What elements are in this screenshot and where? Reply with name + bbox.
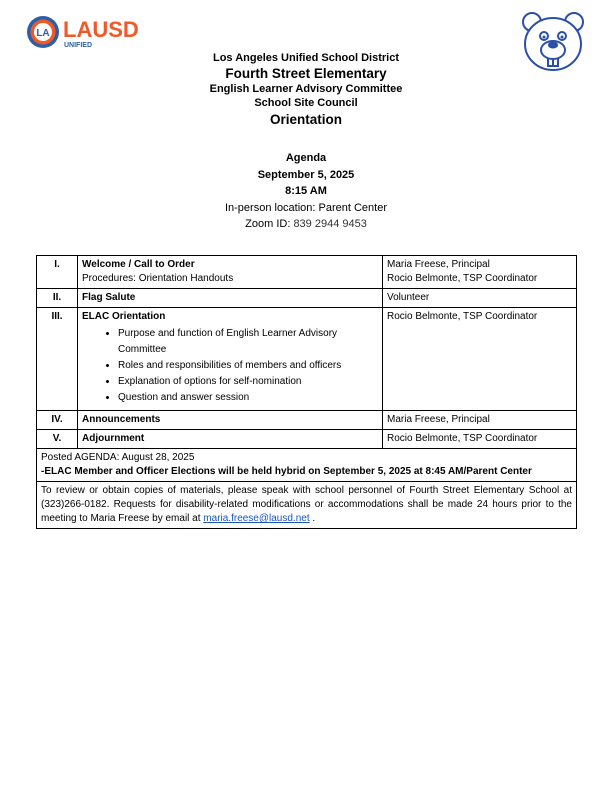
list-item: • Roles and responsibilities of members and officers (118, 358, 378, 374)
table-row (37, 308, 577, 411)
item-number: V. (37, 430, 78, 449)
item-number: IV. (37, 411, 78, 430)
logo-subtext: UNIFIED (64, 42, 92, 49)
school-name: Fourth Street Elementary (225, 65, 387, 81)
item-title: Adjournment (82, 433, 145, 444)
table-row (37, 289, 577, 308)
accessibility-notice (37, 482, 577, 529)
item-cell (78, 308, 383, 411)
zoom-id: 839 2944 9453 (293, 218, 367, 230)
presenter: Rocio Belmonte, TSP Coordinator (387, 433, 538, 444)
posted-date: Posted AGENDA: August 28, 2025 (41, 452, 195, 463)
presenter-cell (383, 411, 577, 430)
item-number: I. (37, 256, 78, 289)
zoom-line (0, 216, 612, 233)
agenda-table (36, 255, 577, 529)
item-number: II. (37, 289, 78, 308)
presenter-cell (383, 430, 577, 449)
agenda-info (0, 150, 612, 233)
presenter: Maria Freese, Principal (387, 259, 490, 270)
table-row (37, 449, 577, 482)
lausd-logo (26, 14, 150, 50)
list-item: • Question and answer session (118, 390, 378, 406)
table-row (37, 482, 577, 529)
email-link[interactable]: maria.freese@lausd.net (203, 513, 310, 524)
agenda-time: 8:15 AM (285, 185, 327, 197)
notice-end: . (309, 513, 316, 524)
presenter: Rocio Belmonte, TSP Coordinator (387, 311, 538, 322)
item-subtitle: Procedures: Orientation Handouts (82, 273, 234, 284)
agenda-location: In-person location: Parent Center (224, 201, 388, 214)
presenter-cell (383, 308, 577, 411)
presenter-cell (383, 256, 577, 289)
list-item: • Explanation of options for self-nomination (118, 374, 378, 390)
item-title: Announcements (82, 414, 161, 425)
item-title: Welcome / Call to Order (82, 259, 195, 270)
item-cell (78, 256, 383, 289)
table-row (37, 430, 577, 449)
notice-text: To review or obtain copies of materials, please speak with school personnel of Fourth Street Elementary School at (323)266-0182. Requests for disability-related modifications or accommodations shall be made 24 hours prior to the meeting to Maria Freese by email at (41, 485, 572, 524)
agenda-title: Agenda (285, 152, 327, 164)
election-note: -ELAC Member and Officer Elections will be held hybrid on September 5, 2025 at 8:45 AM/Parent Center (41, 466, 532, 477)
committee-name: English Learner Advisory Committee (209, 82, 403, 95)
item-title: Flag Salute (82, 292, 136, 303)
logo-text: LAUSD (63, 17, 139, 42)
item-title: ELAC Orientation (82, 311, 166, 322)
presenter: Maria Freese, Principal (387, 414, 490, 425)
council-name: School Site Council (254, 97, 358, 109)
presenter: Volunteer (387, 292, 430, 303)
item-number: III. (37, 308, 78, 411)
item-cell (78, 430, 383, 449)
meeting-title: Orientation (269, 111, 342, 127)
item-cell (78, 411, 383, 430)
table-row (37, 256, 577, 289)
agenda-date: September 5, 2025 (257, 168, 355, 181)
list-item: • Purpose and function of English Learner Advisory Committee (118, 326, 378, 358)
posting-note-cell (37, 449, 577, 482)
presenter-cell (383, 289, 577, 308)
presenter: Rocio Belmonte, TSP Coordinator (387, 273, 538, 284)
table-row (37, 411, 577, 430)
zoom-label: Zoom ID: (245, 218, 291, 230)
item-cell (78, 289, 383, 308)
district-name: Los Angeles Unified School District (212, 52, 399, 64)
document-header (0, 51, 612, 128)
topic-list (82, 326, 378, 406)
svg-text:LA: LA (36, 28, 50, 39)
